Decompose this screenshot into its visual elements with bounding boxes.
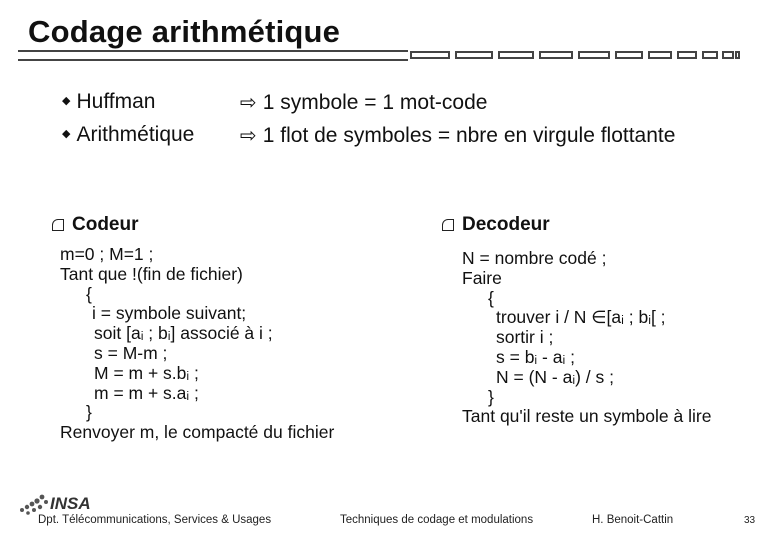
footer-department: Dpt. Télécommunications, Services & Usages (38, 514, 272, 526)
bullet-arithmetique-desc (240, 123, 675, 148)
code-line: Renvoyer m, le compacté du fichier (60, 422, 335, 443)
decoder-heading (442, 214, 550, 236)
code-line: i = symbole suivant; (92, 303, 247, 324)
arrow-right-icon: ⇨ (240, 125, 257, 147)
bullet-huffman (62, 90, 155, 114)
code-line: M = m + s.bᵢ ; (94, 362, 199, 383)
diamond-bullet-icon: ◆ (62, 127, 71, 140)
footer-author: H. Benoit-Cattin (592, 514, 674, 526)
code-line: s = M-m ; (94, 342, 168, 363)
coder-heading (52, 214, 139, 236)
title-underline (18, 50, 408, 61)
coder-code-block (60, 245, 334, 443)
code-line: m = m + s.aᵢ ; (94, 382, 199, 403)
code-line: s = bᵢ - aᵢ ; (496, 346, 575, 367)
code-line: { (488, 287, 494, 308)
code-line: Tant qu'il reste un symbole à lire (462, 406, 712, 427)
arrow-right-icon: ⇨ (240, 92, 257, 114)
code-line: N = (N - aᵢ) / s ; (496, 366, 614, 387)
logo-text: INSA (50, 494, 91, 513)
bullet-desc: 1 flot de symboles = nbre en virgule flottante (262, 124, 676, 147)
code-line: N = nombre codé ; (462, 248, 607, 268)
code-line: sortir i ; (496, 327, 554, 348)
checkbox-bullet-icon (52, 219, 64, 231)
code-line: trouver i / N ∈[aᵢ ; bᵢ[ ; (496, 307, 666, 328)
title-dash-rule (410, 51, 740, 59)
slide-title: Codage arithmétique (28, 14, 341, 49)
decoder-code-block (462, 249, 711, 427)
bullet-label: Huffman (76, 90, 156, 113)
page-number: 33 (744, 515, 756, 526)
code-line: { (86, 283, 92, 304)
coder-heading-label: Codeur (72, 214, 139, 235)
decoder-heading-label: Decodeur (462, 214, 550, 235)
checkbox-bullet-icon (442, 219, 454, 231)
bullet-arithmetique (62, 123, 194, 147)
code-line: Faire (462, 267, 502, 288)
footer-course: Techniques de codage et modulations (340, 514, 534, 526)
code-line: soit [aᵢ ; bᵢ] associé à i ; (94, 323, 273, 344)
diamond-bullet-icon: ◆ (62, 94, 71, 107)
code-line: } (86, 402, 92, 423)
bullet-desc: 1 symbole = 1 mot-code (262, 91, 488, 114)
bullet-label: Arithmétique (76, 123, 195, 146)
bullet-huffman-desc (240, 90, 487, 115)
code-line: Tant que !(fin de fichier) (60, 263, 243, 284)
code-line: } (488, 386, 494, 407)
code-line: m=0 ; M=1 ; (60, 244, 154, 264)
